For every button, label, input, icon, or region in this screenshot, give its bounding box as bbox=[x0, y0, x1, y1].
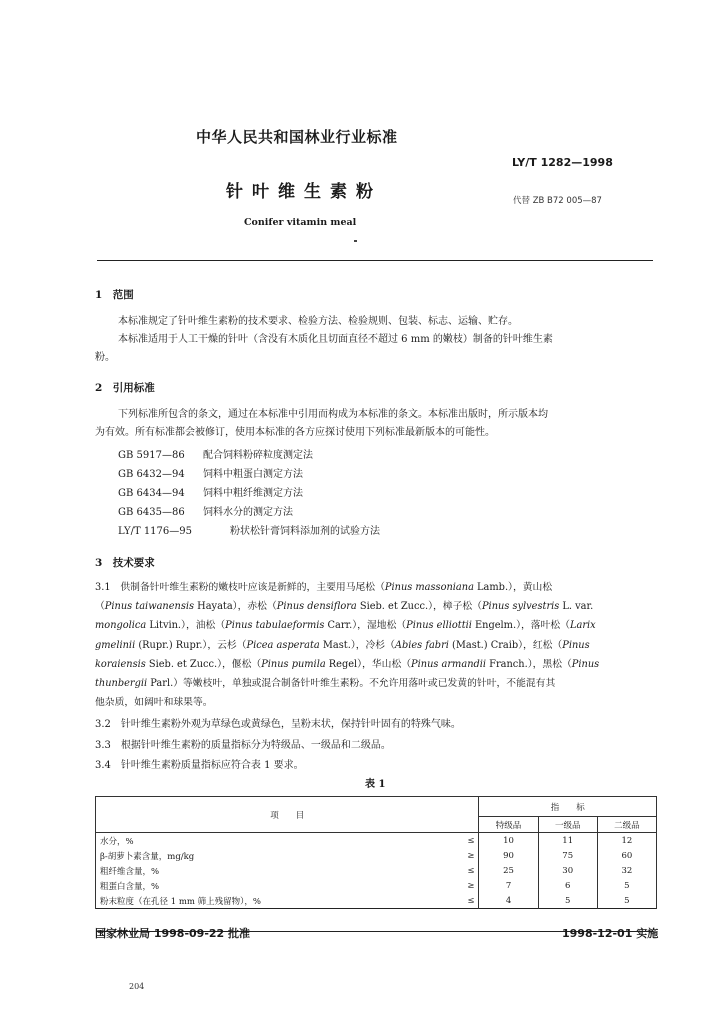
cell-value: 5 bbox=[538, 893, 597, 909]
cell-value: 6 bbox=[538, 878, 597, 893]
row-operator: ≥ bbox=[456, 848, 479, 863]
section-1-heading: 1 范围 bbox=[95, 289, 134, 301]
row-operator: ≤ bbox=[456, 833, 479, 849]
clause-3-1-line-7: 他杂质，如阔叶和球果等。 bbox=[95, 697, 213, 708]
reference-item bbox=[118, 522, 380, 537]
reference-item bbox=[118, 503, 293, 518]
cell-value: 5 bbox=[597, 878, 656, 893]
header-divider bbox=[97, 260, 653, 261]
table-row bbox=[96, 878, 657, 893]
row-name: 水分，% bbox=[96, 833, 457, 849]
section-3-heading: 3 技术要求 bbox=[95, 557, 155, 569]
table-title: 表 1 bbox=[365, 779, 386, 790]
column-header-grade: 指 标 bbox=[479, 797, 657, 817]
document-title: 针叶维生素粉 bbox=[226, 182, 382, 202]
cell-value: 7 bbox=[479, 878, 538, 893]
section-2-para-cont: 为有效。所有标准都会被修订，使用本标准的各方应探讨使用下列标准最新版本的可能性。 bbox=[95, 427, 495, 438]
reference-code: GB 5917—86 bbox=[118, 450, 185, 461]
english-title: Conifer vitamin meal bbox=[244, 217, 357, 228]
cell-value: 5 bbox=[597, 893, 656, 909]
cell-value: 32 bbox=[597, 863, 656, 878]
page-number: 204 bbox=[129, 982, 145, 991]
grade-header: 二级品 bbox=[597, 817, 656, 833]
section-1-para-2: 本标准适用于人工干燥的针叶（含没有木质化且切面直径不超过 6 mm 的嫩枝）制备的针叶维生素 bbox=[118, 334, 553, 345]
standard-code: LY/T 1282—1998 bbox=[512, 156, 613, 169]
row-name: 粗蛋白含量，% bbox=[96, 878, 457, 893]
cell-value: 30 bbox=[538, 863, 597, 878]
reference-code: GB 6434—94 bbox=[118, 488, 185, 499]
reference-code: GB 6435—86 bbox=[118, 507, 185, 518]
reference-name: 粉状松针膏饲料添加剂的试验方法 bbox=[230, 526, 380, 537]
effective-date: 1998-12-01 实施 bbox=[562, 927, 659, 940]
reference-code: LY/T 1176—95 bbox=[118, 526, 192, 537]
row-operator: ≤ bbox=[456, 863, 479, 878]
clause-3-1-line-6: thunbergii Parl.）等嫩枝叶，单独或混合制备针叶维生素粉。不允许用落叶或已发黄的针叶，不能混有其 bbox=[95, 678, 556, 689]
reference-name: 饲料中粗纤维测定方法 bbox=[203, 488, 303, 499]
reference-item bbox=[118, 465, 303, 480]
grade-header: 特级品 bbox=[479, 817, 538, 833]
section-1-para-2-cont: 粉。 bbox=[95, 352, 115, 363]
replaces-note: 代替 ZB B72 005—87 bbox=[513, 196, 602, 206]
quality-spec-table bbox=[95, 796, 657, 909]
clause-3-1-line-2: （Pinus taiwanensis Hayata），赤松（Pinus densiflora Sieb. et Zucc.），樟子松（Pinus sylvestris L. var. bbox=[95, 601, 594, 612]
table-row bbox=[96, 848, 657, 863]
reference-item bbox=[118, 484, 303, 499]
clause-3-1-line-1: 3.1 供制备针叶维生素粉的嫩枝叶应该是新鲜的，主要用马尾松（Pinus massoniana Lamb.），黄山松 bbox=[95, 582, 553, 593]
table-row bbox=[96, 893, 657, 909]
cell-value: 4 bbox=[479, 893, 538, 909]
reference-code: GB 6432—94 bbox=[118, 469, 185, 480]
reference-name: 饲料水分的测定方法 bbox=[203, 507, 293, 518]
column-header-item: 项 目 bbox=[96, 797, 479, 833]
table-row bbox=[96, 863, 657, 878]
approval-date: 国家林业局 1998-09-22 批准 bbox=[95, 927, 251, 940]
section-2-para: 下列标准所包含的条文，通过在本标准中引用而构成为本标准的条文。本标准出版时，所示版本均 bbox=[118, 409, 548, 420]
row-name: 粗纤维含量，% bbox=[96, 863, 457, 878]
clause-3-1-line-5: koraiensis Sieb. et Zucc.），偃松（Pinus pumila Regel），华山松（Pinus armandii Franch.），黑松（Pinus bbox=[95, 659, 600, 670]
cell-value: 75 bbox=[538, 848, 597, 863]
table-row bbox=[96, 833, 657, 849]
reference-name: 饲料中粗蛋白测定方法 bbox=[203, 469, 303, 480]
cell-value: 90 bbox=[479, 848, 538, 863]
row-name: 粉末粒度（在孔径 1 mm 筛上残留物），% bbox=[96, 893, 457, 909]
standard-title: 中华人民共和国林业行业标准 bbox=[196, 128, 398, 146]
clause-3-1-line-4: gmelinii (Rupr.) Rupr.），云杉（Picea asperata Mast.），冷杉（Abies fabri (Mast.) Craib），红松（Pinus bbox=[95, 640, 590, 651]
scan-mark bbox=[354, 240, 357, 242]
row-operator: ≤ bbox=[456, 893, 479, 909]
clause-3-2: 3.2 针叶维生素粉外观为草绿色或黄绿色，呈粉末状，保持针叶固有的特殊气味。 bbox=[95, 719, 461, 730]
reference-name: 配合饲料粉碎粒度测定法 bbox=[203, 450, 313, 461]
clause-3-1-line-3: mongolica Litvin.），油松（Pinus tabulaeformis Carr.），湿地松（Pinus elliottii Engelm.），落叶松（Larix bbox=[95, 620, 596, 631]
cell-value: 60 bbox=[597, 848, 656, 863]
cell-value: 12 bbox=[597, 833, 656, 849]
cell-value: 10 bbox=[479, 833, 538, 849]
row-operator: ≥ bbox=[456, 878, 479, 893]
clause-3-3: 3.3 根据针叶维生素粉的质量指标分为特级品、一级品和二级品。 bbox=[95, 740, 391, 751]
reference-item bbox=[118, 446, 313, 461]
cell-value: 11 bbox=[538, 833, 597, 849]
section-2-heading: 2 引用标准 bbox=[95, 382, 155, 394]
section-1-para-1: 本标准规定了针叶维生素粉的技术要求、检验方法、检验规则、包装、标志、运输、贮存。 bbox=[118, 316, 518, 327]
cell-value: 25 bbox=[479, 863, 538, 878]
row-name: β-胡萝卜素含量，mg/kg bbox=[96, 848, 457, 863]
clause-3-4: 3.4 针叶维生素粉质量指标应符合表 1 要求。 bbox=[95, 760, 304, 771]
grade-header: 一级品 bbox=[538, 817, 597, 833]
